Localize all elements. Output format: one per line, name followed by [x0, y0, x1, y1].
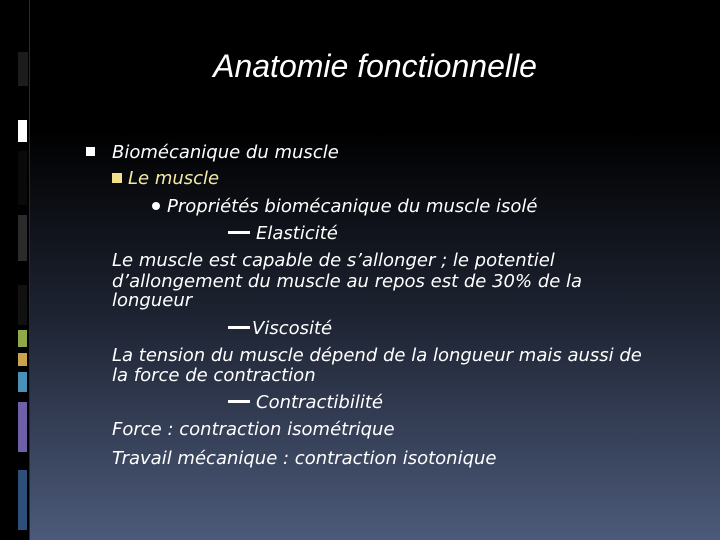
sub-heading-text: Le muscle — [128, 168, 220, 189]
small-square-bullet-icon — [112, 173, 122, 183]
property-text-line: longueur — [112, 290, 193, 311]
property-label-text: Elasticité — [256, 223, 338, 244]
property-text-line: Le muscle est capable de s’allonger ; le potentiel — [112, 250, 555, 271]
sub-heading — [112, 170, 219, 188]
property-text-line: Force : contraction isométrique — [112, 419, 395, 440]
property-label — [228, 225, 338, 243]
property-label — [228, 394, 383, 412]
property-text-line: La tension du muscle dépend de la longueur mais aussi de — [112, 345, 642, 366]
heading-text: Biomécanique du muscle — [112, 142, 339, 163]
slide-title: Anatomie fonctionnelle — [213, 48, 537, 84]
sub-sub-heading — [152, 198, 537, 216]
square-bullet-icon — [86, 147, 95, 156]
dash-bullet-icon — [228, 400, 250, 403]
round-bullet-icon — [152, 202, 160, 210]
property-text-line: la force de contraction — [112, 365, 316, 386]
property-text-line: Travail mécanique : contraction isotonique — [112, 448, 497, 469]
property-text-line: d’allongement du muscle au repos est de 30% de la — [112, 271, 583, 292]
property-label-text: Contractibilité — [256, 392, 383, 413]
dash-bullet-icon — [228, 231, 250, 234]
dash-bullet-icon — [228, 326, 250, 329]
sub-sub-heading-text: Propriétés biomécanique du muscle isolé — [167, 196, 538, 217]
property-label — [228, 320, 332, 338]
property-label-text: Viscosité — [252, 318, 333, 339]
